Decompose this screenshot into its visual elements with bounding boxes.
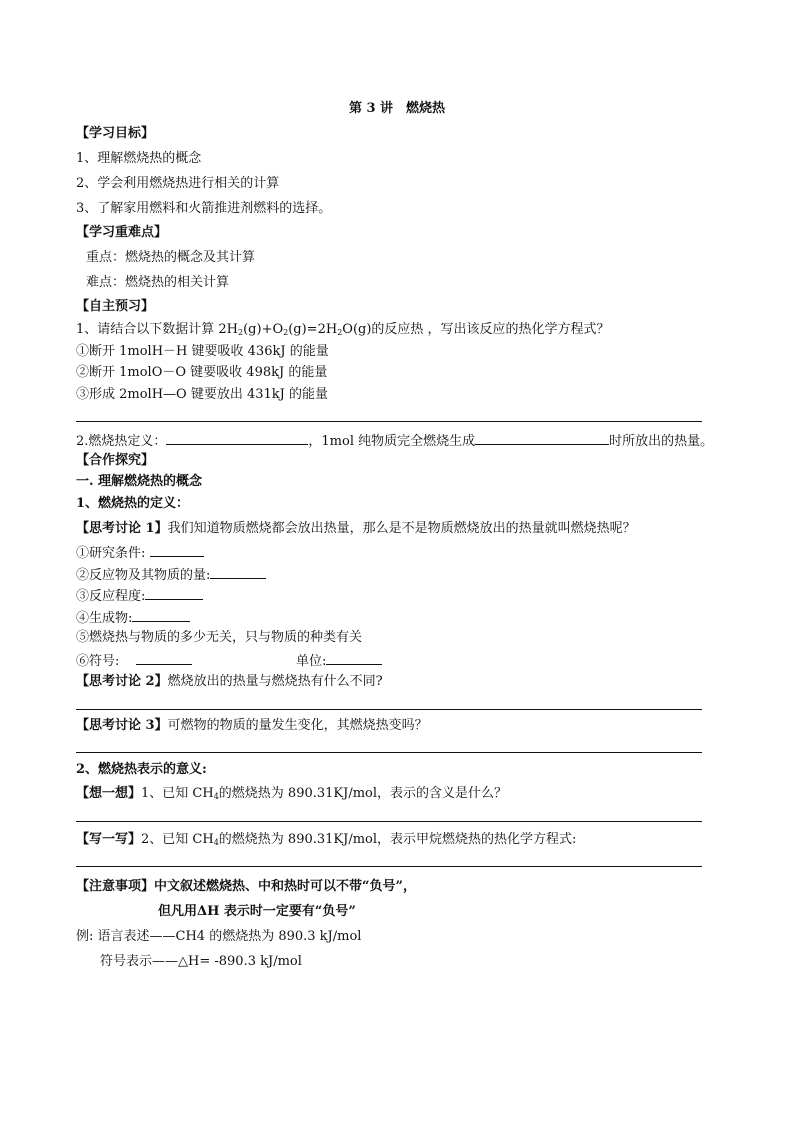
- objective-item: 1、理解燃烧热的概念: [76, 151, 202, 166]
- subsection-heading: 2、燃烧热表示的意义:: [76, 762, 207, 777]
- discussion-2: 【思考讨论 2】燃烧放出的热量与燃烧热有什么不同?: [76, 674, 383, 689]
- answer-line[interactable]: [76, 709, 702, 710]
- product-blank[interactable]: [132, 608, 190, 622]
- product-item: ④生成物:: [76, 608, 190, 628]
- objectives-heading: 【学习目标】: [76, 126, 155, 141]
- difficulty-point: 难点：燃烧热的相关计算: [86, 275, 230, 290]
- answer-line[interactable]: [76, 421, 702, 422]
- condition-item: ①研究条件:: [76, 543, 204, 563]
- discussion-3: 【思考讨论 3】可燃物的物质的量发生变化，其燃烧热变吗？: [76, 718, 428, 733]
- focus-point: 重点：燃烧热的概念及其计算: [86, 250, 256, 265]
- unit-blank[interactable]: [326, 651, 382, 665]
- definition-blank-2[interactable]: [475, 431, 609, 445]
- amount-blank[interactable]: [210, 565, 266, 579]
- example-line-2: 符号表示——△H= -890.3 kJ/mol: [100, 954, 302, 969]
- page-title: 第 3 讲 燃烧热: [348, 101, 446, 116]
- answer-line[interactable]: [76, 866, 702, 867]
- preview-question-2: 2.燃烧热定义： ，1mol 纯物质完全燃烧生成 时所放出的热量。: [76, 431, 713, 451]
- notice-line-2: 但凡用ΔH 表示时一定要有“负号”: [158, 904, 356, 919]
- section-heading: 一. 理解燃烧热的概念: [76, 474, 203, 489]
- discussion-1: 【思考讨论 1】我们知道物质燃烧都会放出热量，那么是不是物质燃烧放出的热量就叫燃烧热呢？: [76, 521, 636, 536]
- preview-question-1: 1、请结合以下数据计算 $2H_2(g)+O_2(g)=2H_2O(g)$的反应热 ，写出该反应的热化学方程式？: [76, 322, 610, 337]
- objective-item: 3、了解家用燃料和火箭推进剂燃料的选择。: [76, 201, 332, 216]
- unit-item: 单位:: [296, 651, 382, 671]
- answer-line[interactable]: [76, 821, 702, 822]
- subsection-heading: 1、燃烧热的定义：: [76, 496, 190, 511]
- bond-data-item: ③形成 2molH—O 键要放出 431kJ 的能量: [76, 387, 329, 402]
- key-points-heading: 【学习重难点】: [76, 225, 168, 240]
- definition-blank-1[interactable]: [166, 431, 308, 445]
- think-question: 【想一想】1、已知 $CH_4$的燃烧热为 890.31KJ/mol，表示的含义是什么？: [76, 786, 508, 801]
- notice-line-1: 【注意事项】中文叙述燃烧热、中和热时可以不带“负号”，: [76, 879, 416, 894]
- example-line-1: 例: 语言表述——CH4 的燃烧热为 890.3 kJ/mol: [76, 929, 362, 944]
- degree-item: ③反应程度:: [76, 586, 203, 606]
- bond-data-item: ①断开 1molH－H 键要吸收 436kJ 的能量: [76, 344, 329, 359]
- bond-data-item: ②断开 1molO－O 键要吸收 498kJ 的能量: [76, 365, 328, 380]
- degree-blank[interactable]: [145, 586, 203, 600]
- amount-item: ②反应物及其物质的量:: [76, 565, 266, 585]
- explore-heading: 【合作探究】: [76, 453, 155, 468]
- symbol-item: ⑥符号:: [76, 651, 192, 671]
- preview-heading: 【自主预习】: [76, 299, 155, 314]
- symbol-blank[interactable]: [136, 651, 192, 665]
- condition-blank[interactable]: [150, 543, 204, 557]
- answer-line[interactable]: [76, 752, 702, 753]
- note-item: ⑤燃烧热与物质的多少无关，只与物质的种类有关: [76, 630, 363, 645]
- objective-item: 2、学会利用燃烧热进行相关的计算: [76, 176, 280, 191]
- write-question: 【写一写】2、已知 $CH_4$的燃烧热为 890.31KJ/mol，表示甲烷燃烧热的热化学方程式:: [76, 832, 577, 847]
